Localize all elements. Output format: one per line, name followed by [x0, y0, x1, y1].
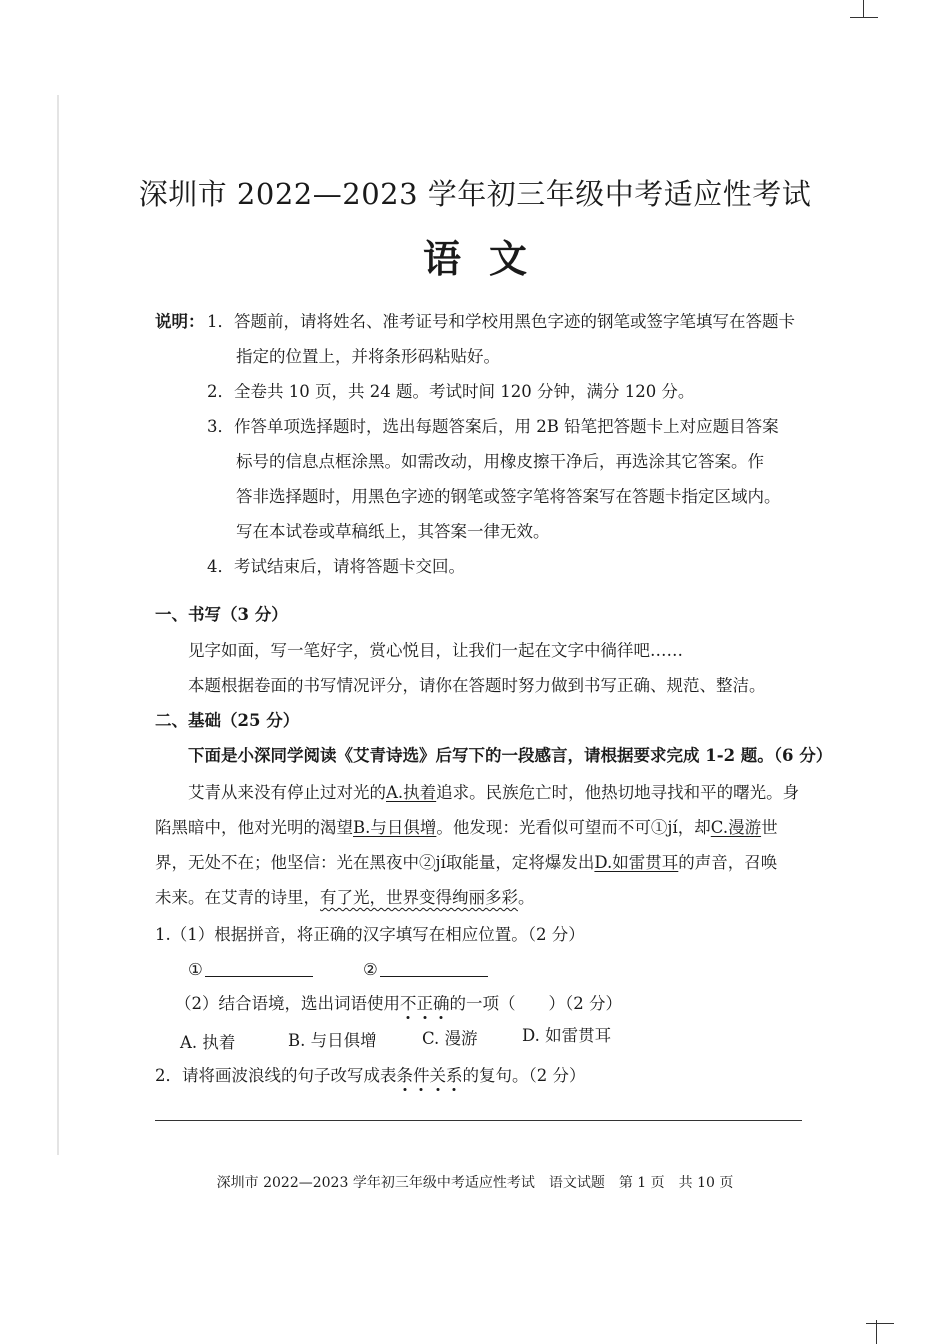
blank-line — [380, 960, 488, 977]
emphasis-dot-char: 正 — [416, 994, 433, 1013]
emphasis-dot-char: 条 — [396, 1066, 413, 1085]
passage-text: 追求。民族危亡时，他热切地寻找和平的曙光。身 — [436, 783, 800, 802]
crop-mark-bottom-horizontal — [866, 1323, 894, 1324]
instructions-label: 说明： — [155, 312, 205, 331]
footer-divider — [155, 1120, 802, 1121]
instruction-2: 2．全卷共 10 页，共 24 题。考试时间 120 分钟，满分 120 分。 — [207, 382, 695, 401]
exam-title: 深圳市 2022—2023 学年初三年级中考适应性考试 — [138, 177, 812, 211]
emphasis-dot-char: 件 — [413, 1066, 430, 1085]
section-2-intro: 下面是小深同学阅读《艾青诗选》后写下的一段感言，请根据要求完成 1-2 题。（6 分） — [188, 746, 833, 765]
answer-blank-1 — [188, 960, 313, 980]
subject-title: 语文 — [422, 236, 555, 281]
passage-line-3 — [155, 853, 777, 873]
section-2-heading: 二、基础（25 分） — [155, 711, 300, 730]
instruction-1-line-2: 指定的位置上，并将条形码粘贴好。 — [236, 347, 500, 366]
instruction-3-line-4: 写在本试卷或草稿纸上，其答案一律无效。 — [236, 522, 550, 541]
question-2 — [155, 1066, 586, 1086]
blank-label: ② — [363, 960, 378, 979]
option-a: A. 执着 — [180, 1033, 236, 1052]
passage-text: 。 — [518, 888, 535, 907]
passage-text: 世 — [761, 818, 778, 837]
underlined-option-d: D.如雷贯耳 — [594, 853, 679, 872]
passage-line-4 — [155, 888, 535, 908]
blank-label: ① — [188, 960, 203, 979]
question-1-2 — [175, 994, 622, 1014]
question-1-1: 1.（1）根据拼音，将正确的汉字填写在相应位置。（2 分） — [155, 925, 585, 944]
crop-mark-top-horizontal — [850, 17, 878, 18]
instruction-3-line-3: 答非选择题时，用黑色字迹的钢笔或签字笔将答案写在答题卡指定区域内。 — [236, 487, 781, 506]
passage-text: 的声音，召唤 — [678, 853, 778, 872]
passage-line-2 — [155, 818, 778, 838]
instruction-3-line-1: 3．作答单项选择题时，选出每题答案后，用 2B 铅笔把答题卡上对应题目答案 — [207, 417, 779, 436]
emphasis-dot-char: 关 — [429, 1066, 446, 1085]
section-1-line-2: 本题根据卷面的书写情况评分，请你在答题时努力做到书写正确、规范、整洁。 — [188, 676, 766, 695]
passage-text: 界，无处不在；他坚信：光在黑夜中②jí取能量，定将爆发出 — [155, 853, 595, 872]
emphasis-dot-char: 不 — [400, 994, 417, 1013]
underlined-option-a: A.执着 — [386, 783, 437, 802]
underlined-option-b: B.与日俱增 — [353, 818, 437, 837]
passage-text: 艾青从来没有停止过对光的 — [188, 783, 386, 802]
passage-text: 。他发现：光看似可望而不可①jí，却 — [436, 818, 711, 837]
option-d: D. 如雷贯耳 — [522, 1026, 612, 1045]
answer-blank-2 — [363, 960, 488, 980]
passage-text: 陷黑暗中，他对光明的渴望 — [155, 818, 353, 837]
page-footer: 深圳市 2022—2023 学年初三年级中考适应性考试 语文试题 第 1 页 共 10 页 — [216, 1175, 734, 1191]
instruction-1-line-1: 1．答题前，请将姓名、准考证号和学校用黑色字迹的钢笔或签字笔填写在答题卡 — [207, 312, 795, 331]
question-text: （2）结合语境，选出词语使用 — [175, 994, 400, 1013]
question-text: 的一项（ ）（2 分） — [449, 994, 622, 1013]
instruction-3-line-2: 标号的信息点框涂黑。如需改动，用橡皮擦干净后，再选涂其它答案。作 — [236, 452, 764, 471]
section-1-heading: 一、书写（3 分） — [155, 605, 288, 624]
blank-line — [205, 960, 313, 977]
emphasis-dot-char: 系 — [446, 1066, 463, 1085]
passage-line-1 — [188, 783, 799, 803]
passage-text: 未来。在艾青的诗里， — [155, 888, 320, 907]
question-text: 的复句。（2 分） — [462, 1066, 586, 1085]
crop-mark-top-vertical — [863, 0, 864, 17]
emphasis-dot-char: 确 — [433, 994, 450, 1013]
underlined-option-c: C.漫游 — [710, 818, 762, 837]
option-c: C. 漫游 — [422, 1029, 478, 1048]
question-text: 2．请将画波浪线的句子改写成表 — [155, 1066, 397, 1085]
instruction-4: 4．考试结束后，请将答题卡交回。 — [207, 557, 465, 576]
option-b: B. 与日俱增 — [288, 1031, 377, 1050]
wavy-underlined-sentence: 有了光，世界变得绚丽多彩 — [320, 888, 518, 907]
emphasized-word — [397, 1066, 463, 1085]
emphasized-word — [400, 994, 450, 1013]
section-1-line-1: 见字如面，写一笔好字，赏心悦目，让我们一起在文字中徜徉吧…… — [188, 641, 683, 660]
